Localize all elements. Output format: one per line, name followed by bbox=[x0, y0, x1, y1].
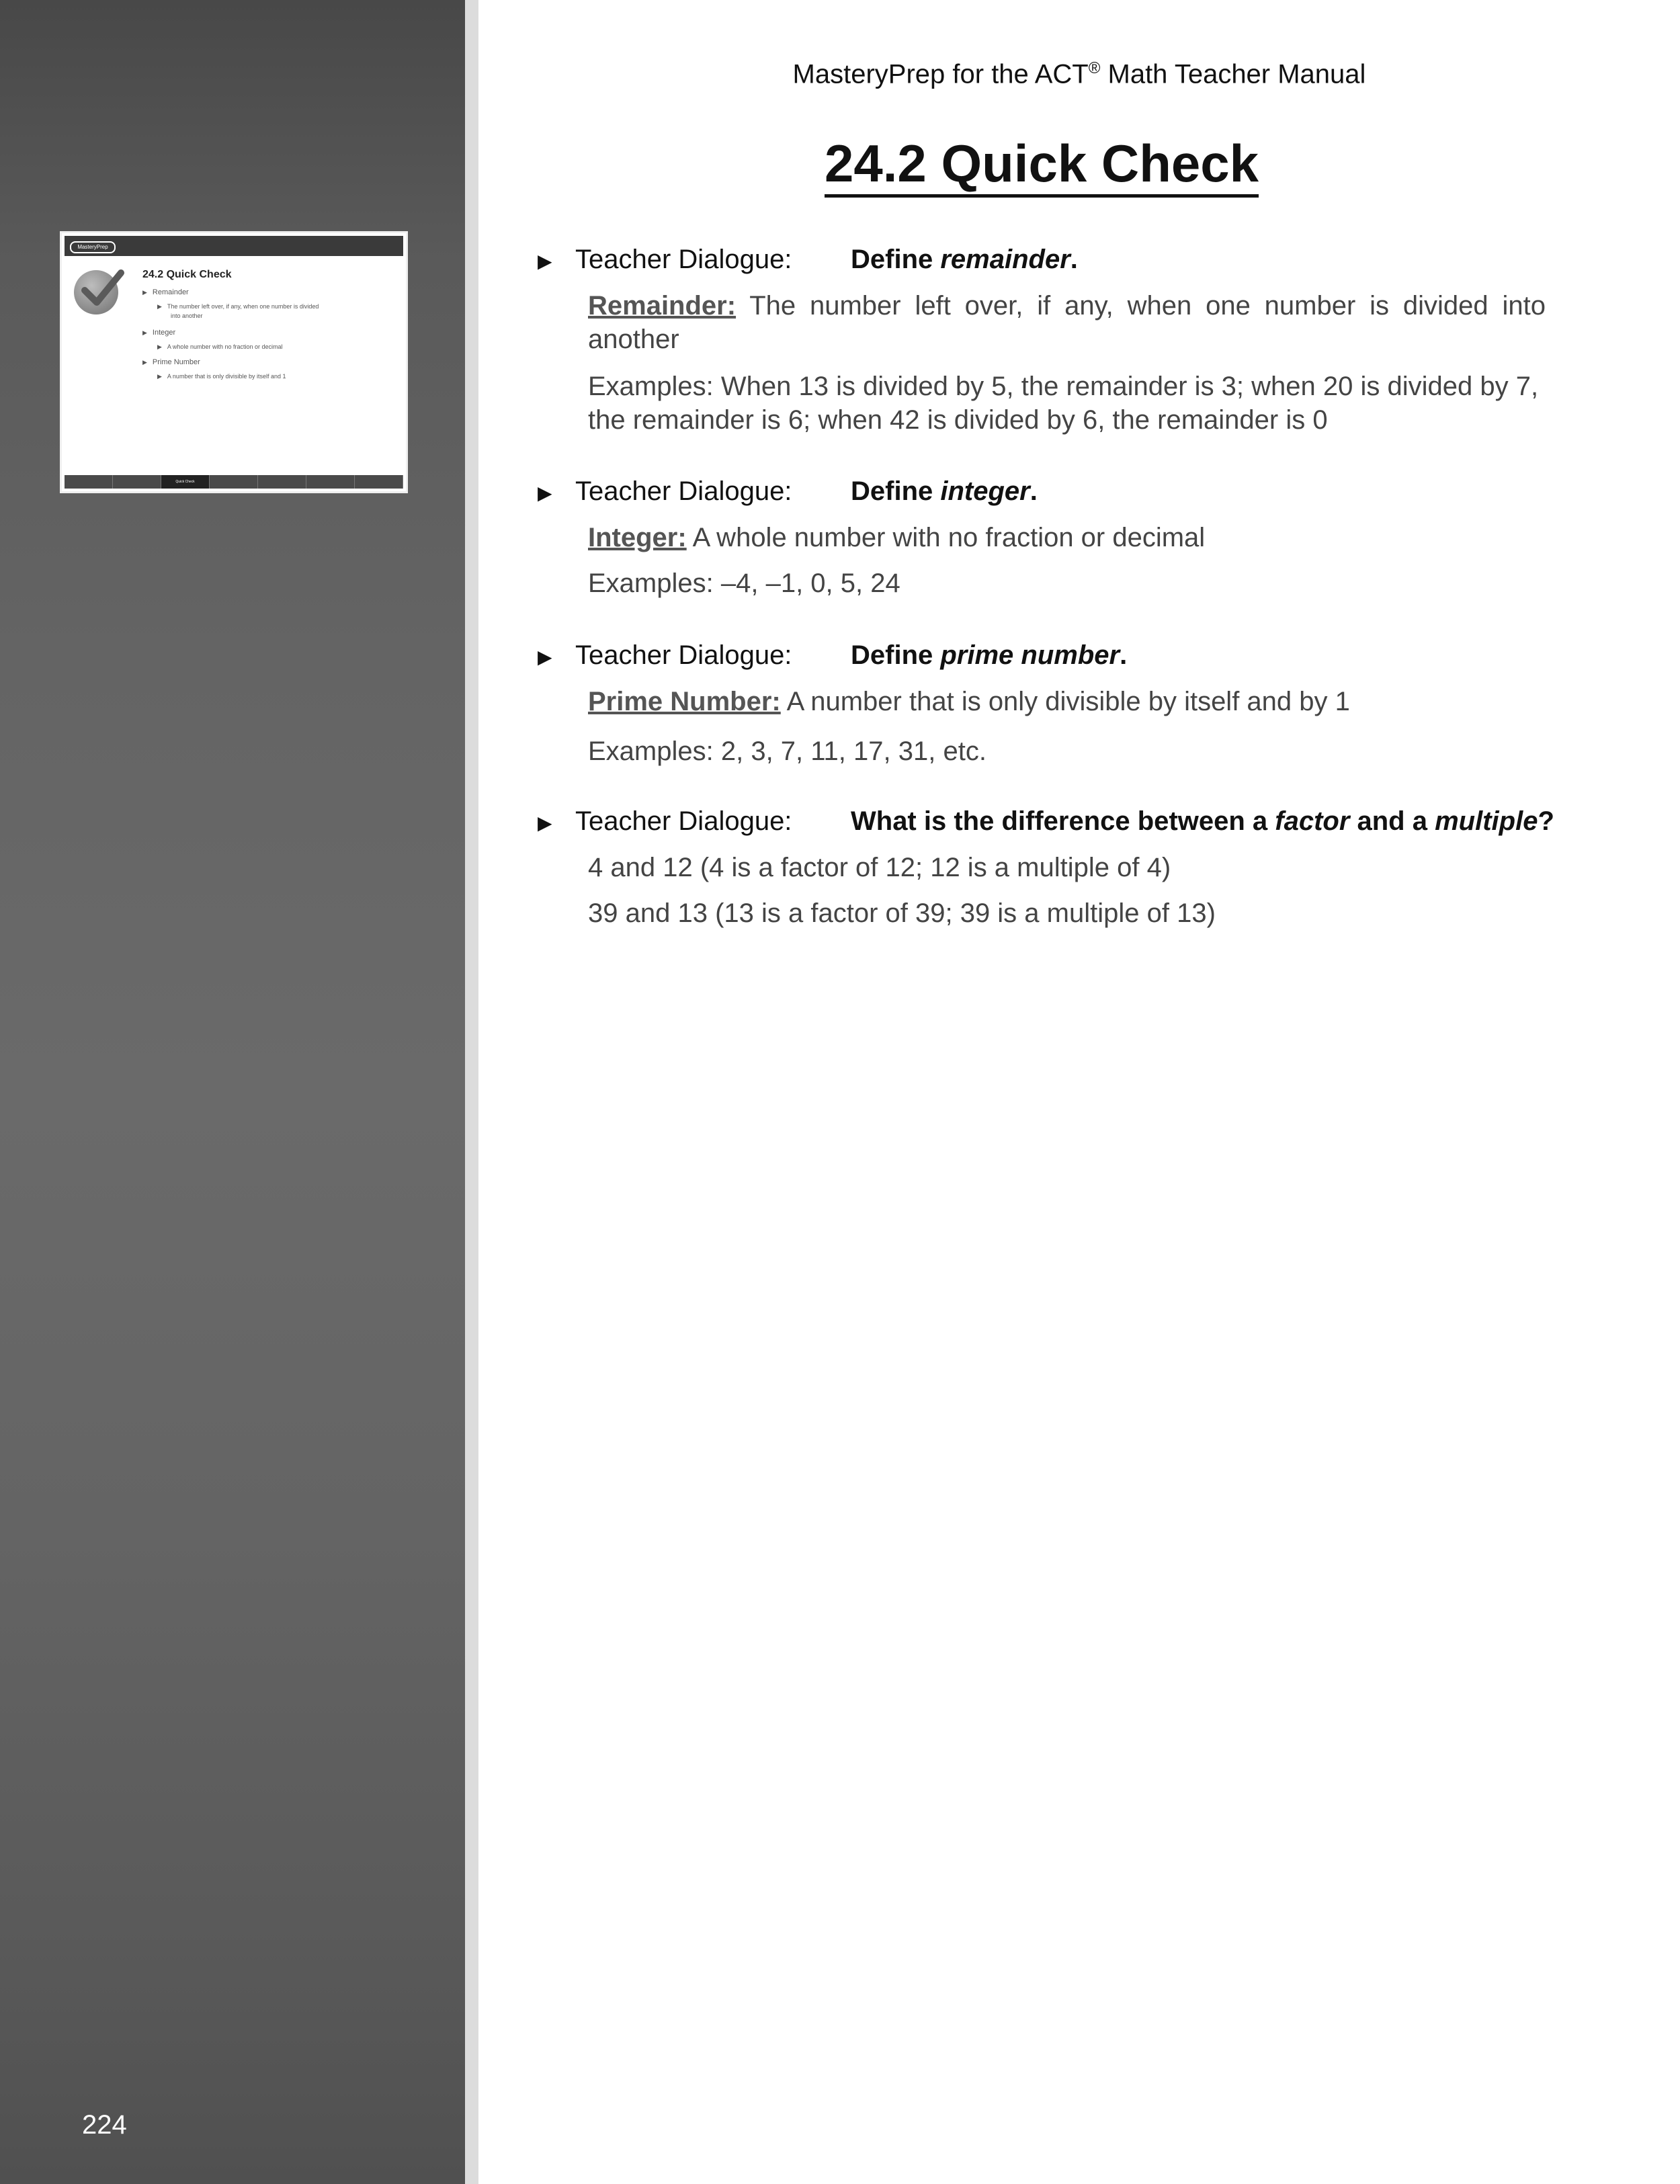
dialogue-item-prime-number bbox=[538, 640, 1546, 768]
dialogue-row bbox=[538, 640, 1546, 681]
bullet-triangle-icon: ▶ bbox=[538, 646, 552, 667]
dialogue-row bbox=[538, 806, 1554, 847]
bullet-triangle-icon: ▶ bbox=[538, 812, 552, 833]
definition: Remainder: The number left over, if any, when one number is divided into another bbox=[588, 291, 1546, 354]
dialogue-question: Define prime number. bbox=[851, 640, 1128, 670]
dialogue-label: Teacher Dialogue: bbox=[575, 476, 792, 506]
examples: Examples: –4, –1, 0, 5, 24 bbox=[588, 569, 900, 598]
dialogue-label: Teacher Dialogue: bbox=[575, 245, 792, 274]
page-title: 24.2 Quick Check bbox=[478, 133, 1605, 194]
slide-nav-item bbox=[258, 475, 306, 489]
slide-topbar bbox=[65, 236, 403, 256]
dialogue-question: Define remainder. bbox=[851, 245, 1078, 274]
page-number: 224 bbox=[82, 2110, 127, 2140]
slide-nav-item bbox=[355, 475, 403, 489]
slide-navbar bbox=[65, 475, 403, 489]
running-header: MasteryPrep for the ACT® Math Teacher Manual bbox=[792, 59, 1366, 89]
bullet-triangle-icon: ▶ bbox=[538, 251, 552, 271]
answer-line: 4 and 12 (4 is a factor of 12; 12 is a multiple of 4) bbox=[588, 853, 1171, 882]
dialogue-question: What is the difference between a factor and a multiple? bbox=[851, 806, 1554, 836]
examples: Examples: 2, 3, 7, 11, 17, 31, etc. bbox=[588, 737, 986, 766]
slide-nav-item bbox=[306, 475, 355, 489]
bullet-triangle-icon: ▶ bbox=[538, 482, 552, 503]
dialogue-row bbox=[538, 476, 1546, 517]
definition: Integer: A whole number with no fraction or decimal bbox=[588, 523, 1206, 552]
dialogue-label: Teacher Dialogue: bbox=[575, 806, 792, 836]
checkmark-icon bbox=[74, 270, 118, 314]
dialogue-item-remainder bbox=[538, 245, 1546, 437]
answer-line: 39 and 13 (13 is a factor of 39; 39 is a multiple of 13) bbox=[588, 898, 1216, 928]
slide-nav-item bbox=[65, 475, 113, 489]
slide-thumbnail bbox=[60, 231, 408, 493]
dialogue-item-integer bbox=[538, 476, 1546, 600]
slide-bullet: ▶ Prime Number bbox=[142, 358, 200, 366]
slide-subbullet: ▶ The number left over, if any, when one number is divided bbox=[157, 303, 319, 310]
slide-subbullet-cont: into another bbox=[171, 312, 203, 319]
slide-bullet: ▶ Integer bbox=[142, 329, 176, 337]
slide-bullet: ▶ Remainder bbox=[142, 288, 189, 296]
sidebar-edge bbox=[465, 0, 478, 2184]
slide-subbullet: ▶ A number that is only divisible by itself and 1 bbox=[157, 373, 286, 380]
slide-subbullet: ▶ A whole number with no fraction or decimal bbox=[157, 343, 283, 350]
dialogue-question: Define integer. bbox=[851, 476, 1038, 506]
examples: Examples: When 13 is divided by 5, the remainder is 3; when 20 is divided by 7, the remainder is 6; when 42 is divided by 6, the remainder is 0 bbox=[588, 372, 1539, 435]
slide-nav-item-active: Quick Check bbox=[161, 475, 210, 489]
dialogue-item-factor-multiple bbox=[538, 806, 1554, 930]
slide-title: 24.2 Quick Check bbox=[142, 269, 232, 280]
dialogue-row bbox=[538, 245, 1546, 285]
dialogue-label: Teacher Dialogue: bbox=[575, 640, 792, 670]
slide-nav-item bbox=[210, 475, 258, 489]
slide-nav-item bbox=[113, 475, 161, 489]
definition: Prime Number: A number that is only divisible by itself and by 1 bbox=[588, 687, 1350, 716]
slide-logo: MasteryPrep bbox=[70, 241, 116, 253]
